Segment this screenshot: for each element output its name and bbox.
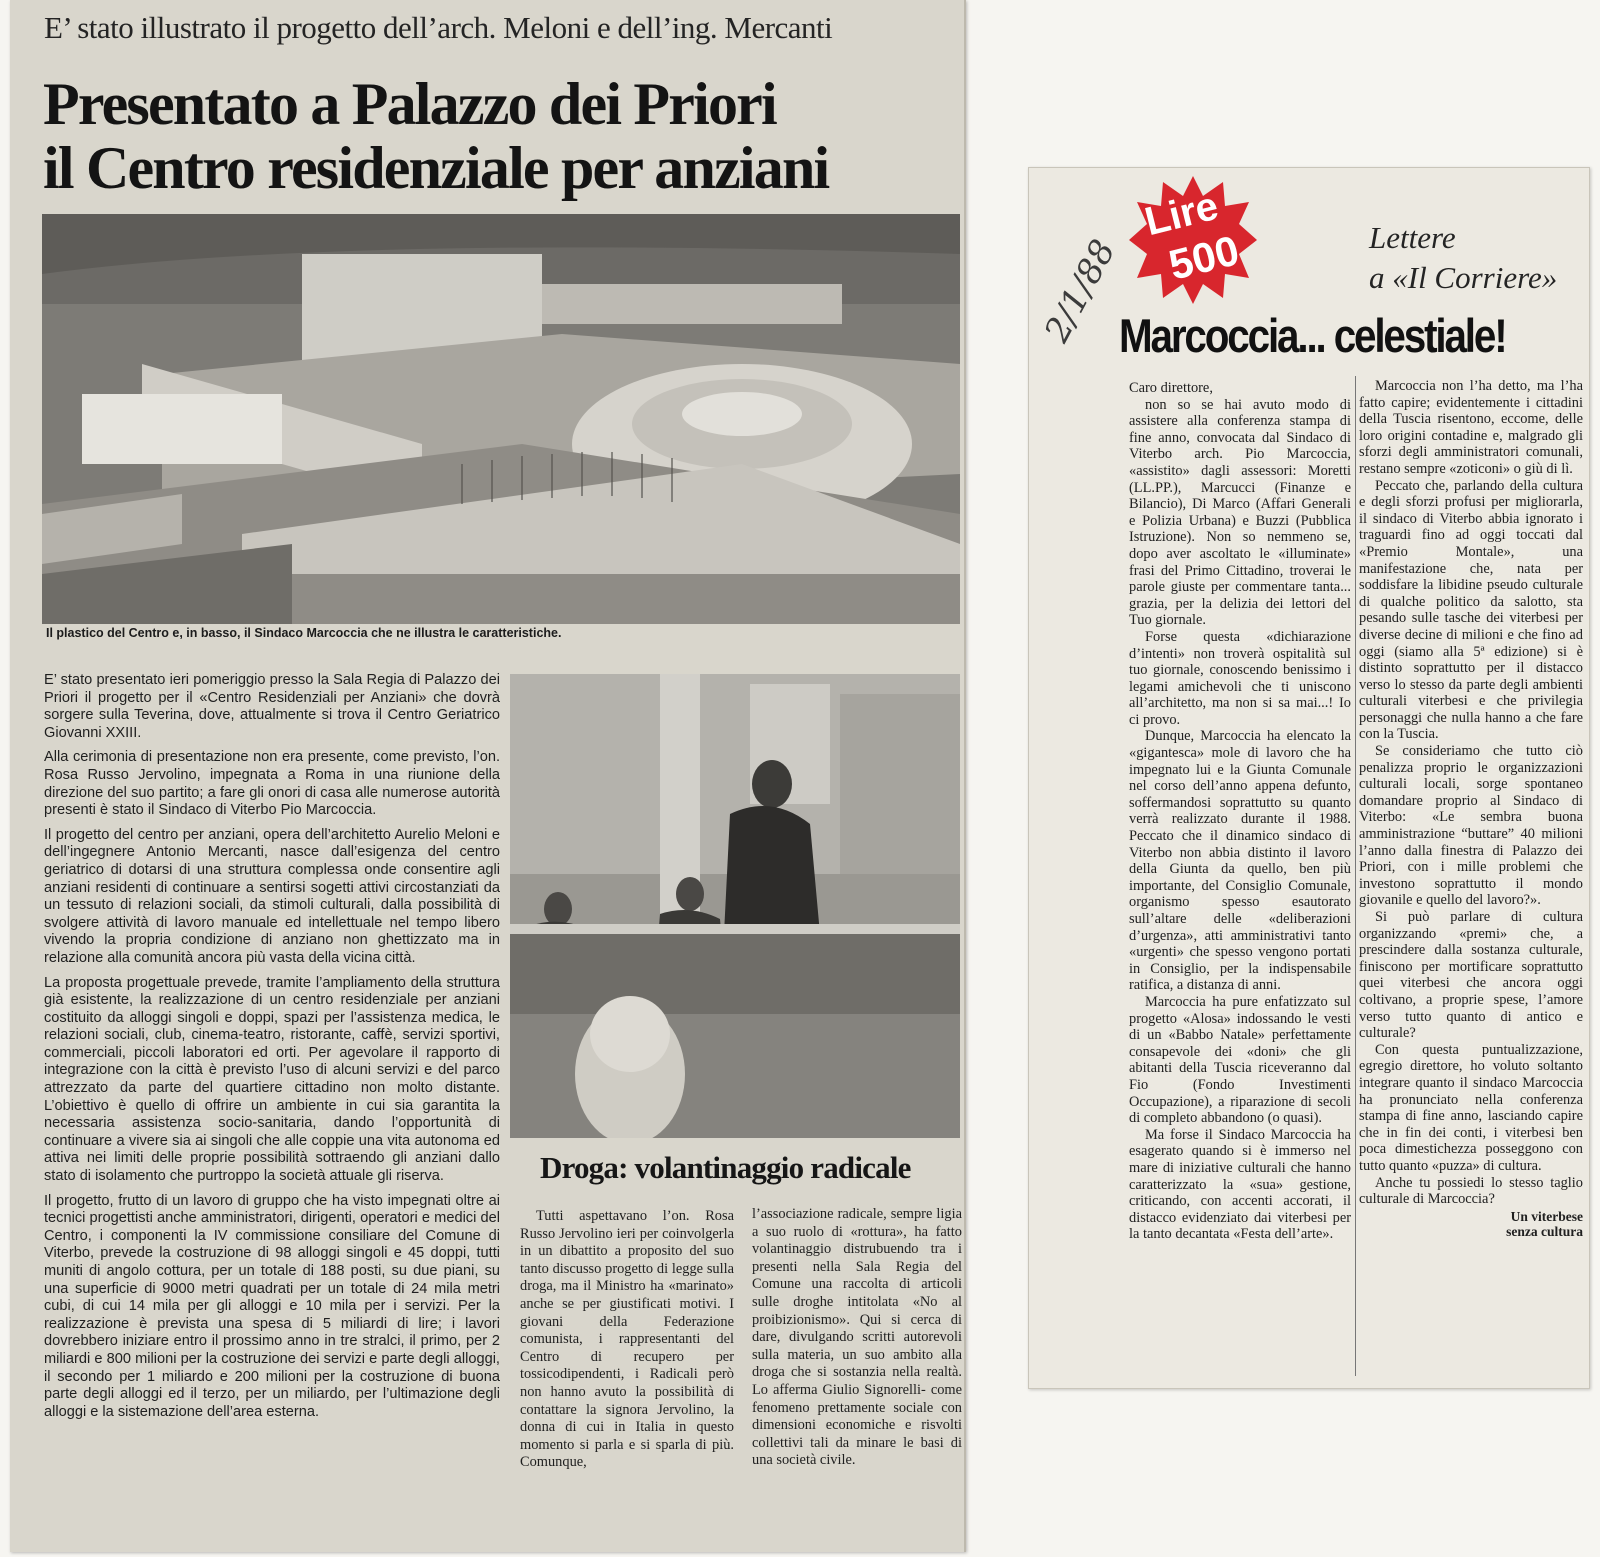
article-paragraph: Il progetto, frutto di un lavoro di gruppo che ha visto impegnati oltre ai tecnici progettisti anche amministratori, dirigenti, operatori e medici del Centro, i componenti la IV commissione consiliare del Comune di Viterbo, prevede la costruzione di 98 alloggi singoli e 45 doppi, tutti muniti di angolo cottura, per un totale di 188 posti, su due piani, su una superficie di 9000 metri quadrati per un totale di 24 mila metri cubi, di cui 14 mila per gli alloggi e 10 mila per i servizi. Per la realizzazione è prevista una spesa di 5 miliardi di lire; i lavori dovrebbero iniziare entro il prossimo anno in tre stralci, il primo, per 2 miliardi e 800 milioni per la costruzione dei servizi e parte degli alloggi, il secondo per 1 miliardo e 200 milioni per la costruzione di buona parte degli alloggi ed il terzo, per un miliardo, per l’ultimazione degli alloggi e la sistemazione dell’area esterna. [44, 1192, 500, 1420]
model-photo-illustration [42, 214, 960, 624]
letter-column-2 [1359, 378, 1583, 1239]
headline-line-1: Presentato a Palazzo dei Priori [43, 71, 776, 137]
photo-caption: Il plastico del Centro e, in basso, il Sindaco Marcoccia che ne illustra le caratteristiche. [46, 626, 562, 640]
letter-paragraph: Si può parlare di cultura organizzando «premi» che, a prescindere dalla sostanza culturale, finiscono per mortificare soprattutto quei viterbesi che ancora oggi coltivano, a proprie spese, l’amore verso tutto quanto di antico e culturale? [1359, 909, 1583, 1042]
price-amount: 500 [1164, 226, 1244, 289]
article-paragraph: La proposta progettuale prevede, tramite l’ampliamento della struttura già esistente, la realizzazione di un centro residenziale per anziani costituito da alloggi singoli e doppi, spazi per l’assistenza medica, le relazioni sociali, club, cinema-teatro, ristorante, caffè, servizi sportivi, commerciali, piccoli laboratori ed orti. Per agevolare il rapporto di integrazione con la città è previsto l’uso di alcuni servizi e del parco attrezzato da parte del quartiere cittadino non molto distante. L’obiettivo è quello di offrire un ambiente in cui sia garantita la necessaria assistenza socio-sanitaria, dando l’opportunità di continuare a vivere sia ai singoli che alle coppie una vita autonoma ed attiva nei limiti delle proprie possibilità sottraendo gli anziani dallo stato di isolamento che purtroppo la società attuale gli riserva. [44, 974, 500, 1185]
droga-paragraph: Tutti aspettavano l’on. Rosa Russo Jervolino ieri per coinvolgerla in un dibattito a proposito del suo tanto discusso progetto di legge sulla droga, ma il Ministro ha «marinato» anche se per giustificati motivi. I giovani della Federazione comunista, i rappresentanti del Centro di recupero per tossicodipendenti, i Radicali però non hanno avuto la possibilità di contattare la signora Jervolino, la donna di cui in Italia in questo momento si parla e si sparla di più. Comunque, [520, 1208, 734, 1471]
article-kicker: E’ stato illustrato il progetto dell’arch. Meloni e dell’ing. Mercanti [44, 10, 833, 45]
letter-paragraph: Ma forse il Sindaco Marcoccia ha esagerato quando si è immerso nel mare di iniziative culturali che hanno caratterizzato la «sua» gestione, criticando, con accenti accorati, il distacco evidenziato dai viterbesi per la tanto decantata «Festa dell’arte». [1129, 1126, 1351, 1243]
droga-headline: Droga: volantinaggio radicale [540, 1150, 911, 1185]
mayor-presentation-photo [510, 674, 960, 1138]
droga-paragraph: l’associazione radicale, sempre ligia a suo ruolo di «rottura», ha fatto volantinaggio distrubuendo tra i presenti nella Sala Regia del Comune una raccolta di articoli sulle droghe intitolata «No al proibizionismo». Qui si cerca di dare, divulgando scritti autorevoli sulla materia, un suo ambito alla droga che si sostanzia nella realtà. Lo afferma Giulio Signorelli- come fenomeno prettamente sociale con dimensioni economiche e risvolti collettivi tali da minare le basi di una società civile. [752, 1206, 962, 1469]
article-paragraph: Il progetto del centro per anziani, opera dell’architetto Aurelio Meloni e dell’ingegnere Antonio Mercanti, nasce dall’esigenza del centro geriatrico di dotarsi di una struttura complessa onde consentire agli anziani residenti di continuare a sentirsi sogetti attivi circostanziati da un tessuto di relazioni sociali, da stimoli culturali, dalla possibilità di svolgere attività di lavoro manuale ed intellettuale nel tempo libero vivendo la propria condizione di anziano non ghettizzato ma in relazione alla comunità ancora più vasta della vicina città. [44, 826, 500, 966]
handwritten-date: 2/1/88 [1037, 233, 1124, 349]
left-newspaper-clipping [10, 0, 966, 1552]
letter-signature [1359, 1209, 1583, 1239]
droga-column-2 [752, 1206, 962, 1477]
letter-paragraph: Se consideriamo che tutto ciò penalizza proprio le organizzazioni culturali locali, sorge spontaneo domandare proprio al Sindaco di Viterbo: «Le sembra buona amministrazione “buttare” 40 milioni l’anno dalla finestra di Palazzo dei Priori, con i mille problemi che investono soprattutto il mondo giovanile e quello del lavoro?». [1359, 743, 1583, 909]
letter-paragraph: Forse questa «dichiarazione d’intenti» non troverà ospitalità sul tuo giornale, conoscendo benissimo i legami amichevoli che ti uniscono all’architetto, ma non si sa mai...! Io ci provo. [1129, 628, 1351, 728]
price-label: Lire [1140, 183, 1223, 245]
column-divider [1355, 376, 1356, 1376]
article-paragraph: E’ stato presentato ieri pomeriggio presso la Sala Regia di Palazzo dei Priori il progetto per il «Centro Residenziali per Anziani» che dovrà sorgere sulla Teverina, dove, attualmente si trova il Centro Geriatrico Giovanni XXIII. [44, 672, 500, 741]
headline-line-2: il Centro residenziale per anziani [43, 135, 829, 201]
event-photo-illustration [510, 674, 960, 1138]
letter-paragraph: Anche tu possiedi lo stesso taglio culturale di Marcoccia? [1359, 1174, 1583, 1208]
main-article-body [44, 672, 500, 1428]
price-badge [1127, 174, 1259, 306]
architectural-model-photo [42, 214, 960, 624]
rubric-line-1: Lettere [1369, 220, 1456, 255]
letter-column-1 [1129, 380, 1351, 1243]
letter-paragraph: Marcoccia non l’ha detto, ma l’ha fatto capire; evidentemente i cittadini della Tuscia risentono, eccome, delle loro origini contadine e, malgrado gli sforzi degli amministratori comunali, restano sempre «zoticoni» o giù di lì. [1359, 378, 1583, 477]
signature-line-2: senza cultura [1506, 1223, 1583, 1239]
letter-paragraph: Marcoccia ha pure enfatizzato sul progetto «Alosa» indossando le vesti di un «Babbo Natale» perfettamente consapevole dei «doni» che gli abitanti della Tuscia riceveranno dal Fio (Fondo Investimenti Occupazione), a riparazione di secoli di completo abbandono (o quasi). [1129, 993, 1351, 1127]
droga-column-1 [520, 1208, 734, 1479]
rubric-line-2: a «Il Corriere» [1369, 260, 1558, 295]
signature-line-1: Un viterbese [1510, 1208, 1583, 1224]
article-paragraph: Alla cerimonia di presentazione non era presente, come previsto, l’on. Rosa Russo Jervolino, impegnata a Roma in una riunione della direzione del suo partito; a fare gli onori di casa alle numerose autorità presenti è stato il Sindaco di Viterbo Pio Marcoccia. [44, 749, 500, 819]
article-headline [43, 72, 828, 200]
letter-headline: Marcoccia... celestiale! [1119, 309, 1506, 362]
letter-paragraph: Con questa puntualizzazione, egregio direttore, ho voluto soltanto integrare quanto il sindaco Marcoccia ha pronunciato nella conferenza stampa di fine anno, lasciando capire che in fin dei conti, i viterbesi ben poca dimestichezza posseggono con tutto quanto «puzza» di cultura. [1359, 1041, 1583, 1174]
letters-rubric [1369, 218, 1557, 298]
letter-paragraph: Peccato che, parlando della cultura e degli sforzi profusi per migliorarla, il sindaco di Viterbo abbia ignorato i traguardi fino ad oggi toccati dal «Premio Montale», una manifestazione che, nata per soddisfare la libidine pseudo culturale di qualche politico da salotto, sta pesando sulle tasche dei viterbesi per diverse decine di milioni e che fino ad oggi (siamo alla 5ª edizione) si è distinto soprattutto per il distacco verso lo stesso da parte degli ambienti culturali viterbesi e che privilegia personaggi che nulla hanno a che fare con la Tuscia. [1359, 477, 1583, 743]
letter-paragraph: non so se hai avuto modo di assistere alla conferenza stampa di fine anno, convocata dal Sindaco di Viterbo arch. Pio Marcoccia, «assistito» dagli assessori: Moretti (LL.PP.), Marcucci (Finanze e Bilancio), Di Marco (Affari Generali e Polizia Urbana) e Buzzi (Pubblica Istruzione). Non so nemmeno se, dopo aver ascoltato le «illuminate» frasi del Primo Cittadino, troverai le parole giuste per commentare tanta... grazia, per la delizia dei lettori del Tuo giornale. [1129, 396, 1351, 629]
letter-paragraph: Caro direttore, [1129, 380, 1213, 396]
right-newspaper-clipping [1028, 167, 1590, 1389]
letter-paragraph: Dunque, Marcoccia ha elencato la «gigantesca» mole di lavoro che ha impegnato lui e la Giunta Comunale nel corso dell’anno appena defunto, soffermandosi soprattutto su quanto verrà realizzato durante il 1988. Peccato che il dinamico sindaco di Viterbo non abbia distinto il lavoro della Giunta da quello, ben più importante, del Consiglio Comunale, organismo spesso esautorato sull’altare delle «deliberazioni d’urgenza», atti amministrativi tanto «urgenti» che spesso vengono portati in Consiglio, per la indispensabile ratifica, a distanza di anni. [1129, 728, 1351, 994]
